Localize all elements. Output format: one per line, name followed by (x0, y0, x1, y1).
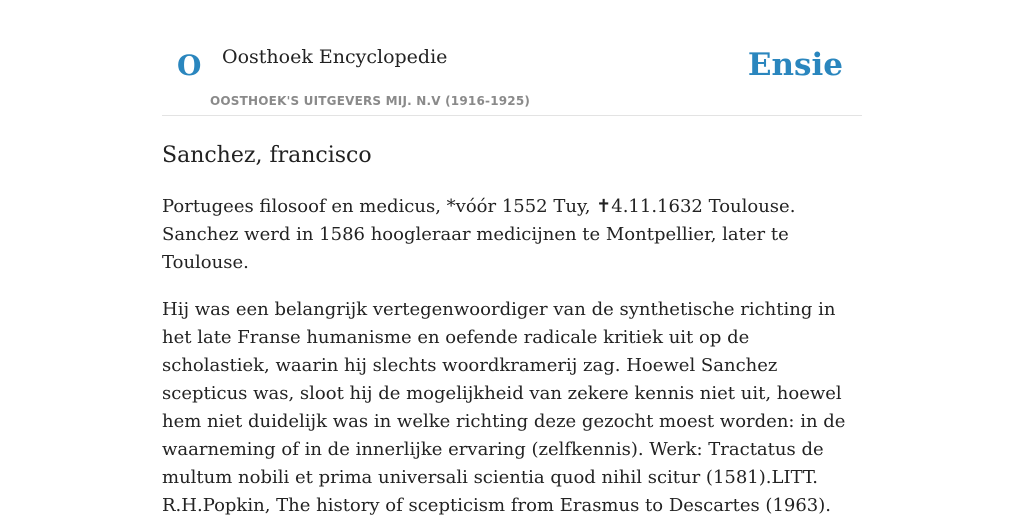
publisher-label: OOSTHOEK'S UITGEVERS MIJ. N.V (1916-1925) (210, 94, 531, 108)
entry-paragraph: Hij was een belangrijk vertegenwoordiger van de synthetische richting in het late Franse humanisme en oefende radicale kritiek uit op de scholastiek, waarin hij slechts woordkramerij zag. Hoewel Sanchez scepticus was, sloot hij de mogelijkheid van zekere kennis niet uit, hoewel hem niet duidelijk was in welke richting deze gezocht moest worden: in de waarneming of in de innerlijke ervaring (zelfkennis). Werk: Tractatus de multum nobili et prima universali scientia quod nihil scitur (1581).LITT. R.H.Popkin, The history of scepticism from Erasmus to Descartes (1963). (162, 299, 846, 516)
source-header (162, 0, 862, 116)
entry-title: Sanchez, francisco (162, 143, 372, 168)
entry-paragraph: Portugees filosoof en medicus, *vóór 1552 Tuy, ✝4.11.1632 Toulouse. Sanchez werd in 1586 hoogleraar medicijnen te Montpellier, later te Toulouse. (162, 196, 796, 273)
article-card (162, 0, 862, 520)
ensie-logo[interactable]: Ensie (747, 47, 843, 83)
source-title-link[interactable]: Oosthoek Encyclopedie (222, 46, 448, 68)
source-logo[interactable]: O (177, 49, 202, 82)
